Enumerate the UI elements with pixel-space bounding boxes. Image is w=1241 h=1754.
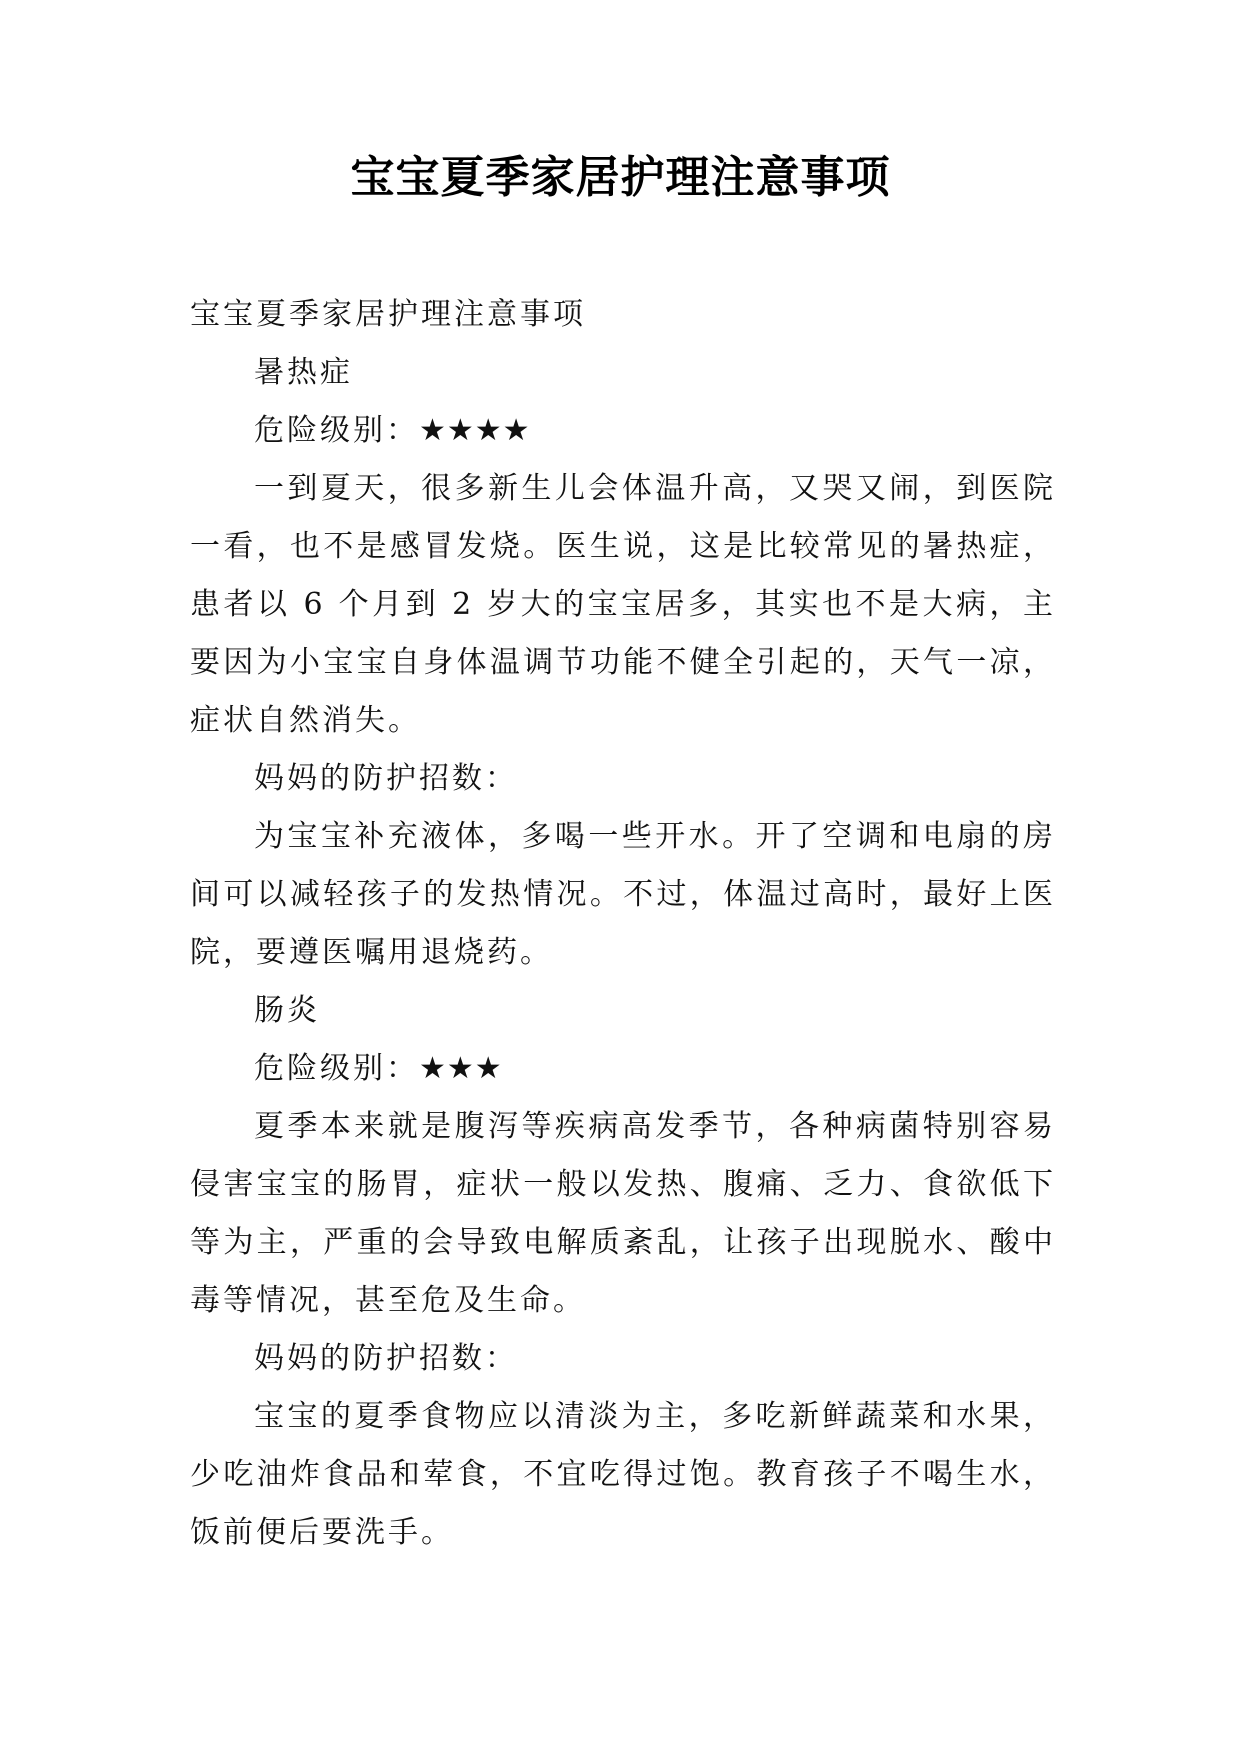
danger-level-label: 危险级别：: [254, 1051, 419, 1086]
body-paragraph: 为宝宝补充液体，多喝一些开水。开了空调和电扇的房间可以减轻孩子的发热情况。不过，体温过高时，最好上医院，要遵医嘱用退烧药。: [190, 819, 1056, 970]
danger-level-label: 危险级别：: [254, 413, 419, 448]
protection-tips-heading: 妈妈的防护招数：: [254, 1341, 518, 1376]
danger-level-stars: ★★★: [419, 1051, 503, 1086]
section-heading-heatstroke: 暑热症: [254, 355, 353, 390]
section-heading-enteritis: 肠炎: [254, 993, 320, 1028]
page-title: 宝宝夏季家居护理注意事项: [350, 152, 891, 203]
body-paragraph: 宝宝的夏季食物应以清淡为主，多吃新鲜蔬菜和水果，少吃油炸食品和荤食，不宜吃得过饱。教育孩子不喝生水，饭前便后要洗手。: [190, 1399, 1056, 1550]
danger-level-stars: ★★★★: [419, 413, 531, 448]
body-paragraph: 夏季本来就是腹泻等疾病高发季节，各种病菌特别容易侵害宝宝的肠胃，症状一般以发热、腹痛、乏力、食欲低下等为主，严重的会导致电解质紊乱，让孩子出现脱水、酸中毒等情况，甚至危及生命。: [190, 1109, 1056, 1318]
document-body: [190, 286, 1056, 1562]
danger-level-enteritis: [190, 1040, 1056, 1098]
protection-tips-heading: 妈妈的防护招数：: [254, 761, 518, 796]
body-paragraph: 一到夏天，很多新生儿会体温升高，又哭又闹，到医院一看，也不是感冒发烧。医生说，这是比较常见的暑热症，患者以 6 个月到 2 岁大的宝宝居多，其实也不是大病，主要因为小宝宝自身体温调节功能不健全引起的，天气一凉，症状自然消失。: [190, 471, 1056, 738]
subtitle-paragraph: 宝宝夏季家居护理注意事项: [190, 297, 586, 332]
danger-level-heatstroke: [190, 402, 1056, 460]
